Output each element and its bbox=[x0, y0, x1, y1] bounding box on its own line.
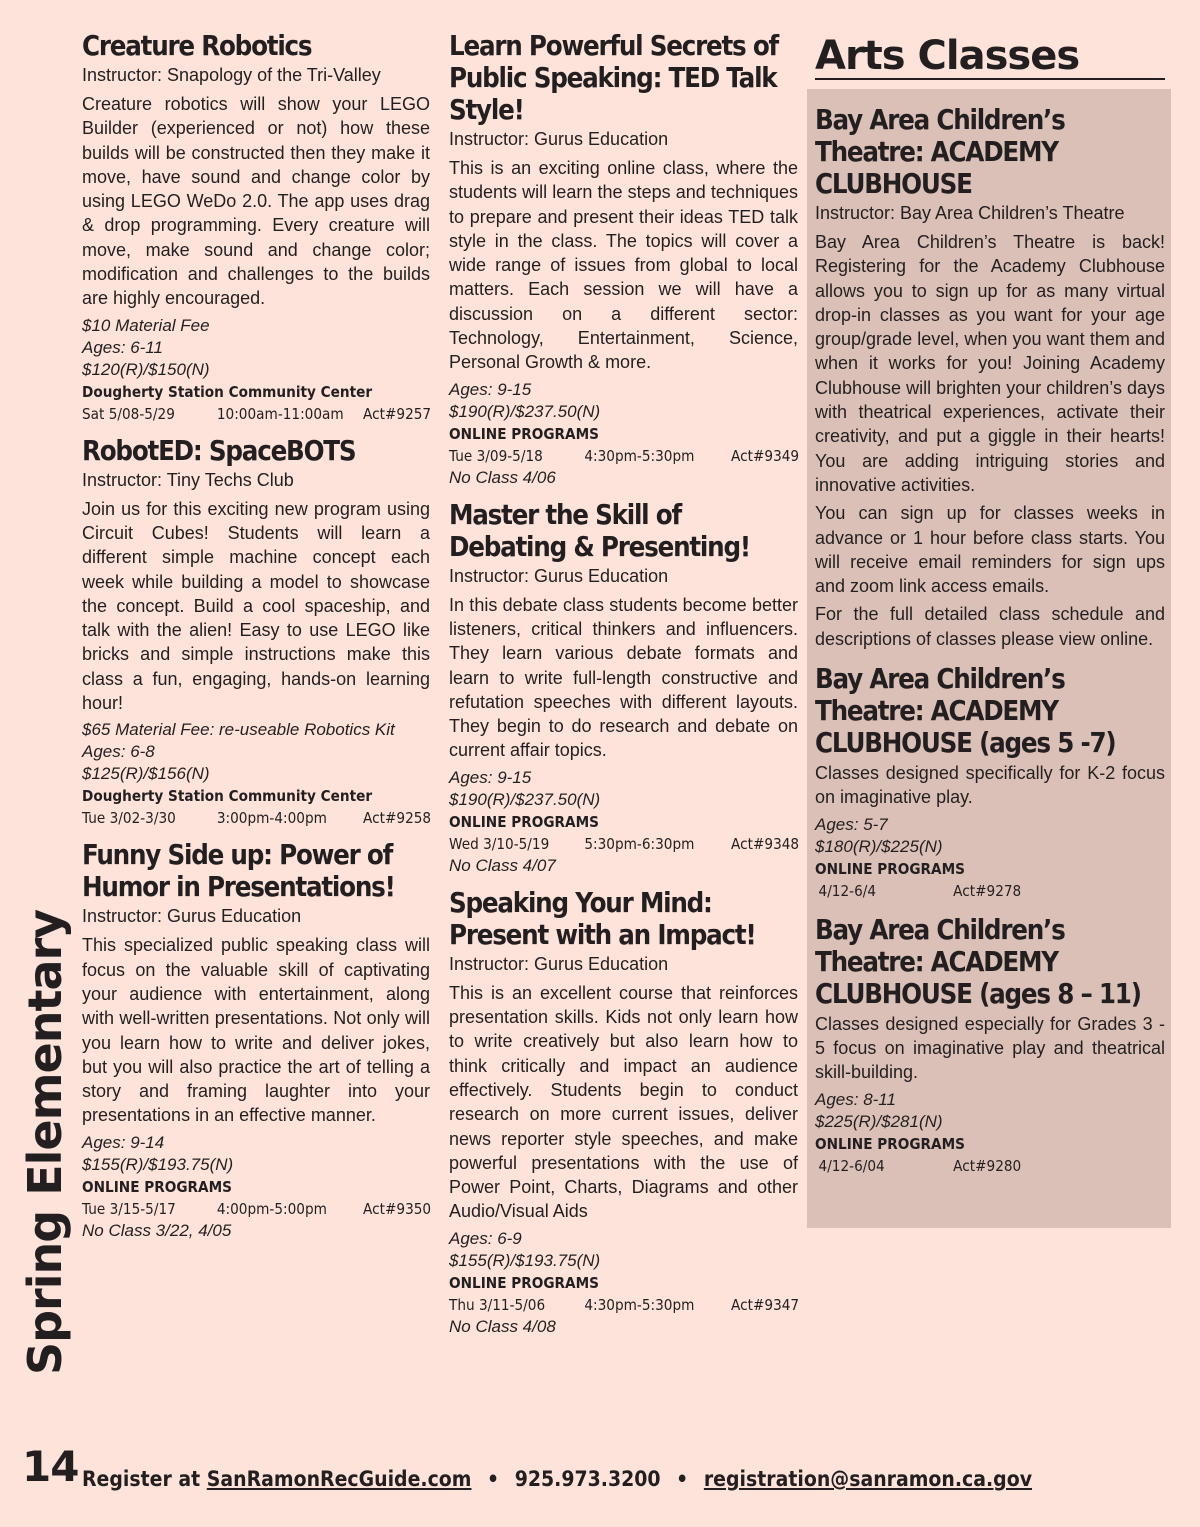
course-location: ONLINE PROGRAMS bbox=[815, 859, 966, 878]
course-title: Master the Skill of Debating & Presenting! bbox=[449, 497, 750, 563]
schedule-field: Wed 3/10-5/19 bbox=[449, 834, 550, 853]
course-note: No Class 3/22, 4/05 bbox=[82, 1220, 232, 1240]
course-detail: Ages: 9-14 bbox=[82, 1132, 165, 1152]
schedule-field: 4:30pm-5:30pm bbox=[584, 446, 695, 465]
course-detail: $225(R)/$281(N) bbox=[815, 1111, 943, 1131]
course-detail: Ages: 9-15 bbox=[449, 767, 532, 787]
footer-separator: • bbox=[487, 1467, 500, 1491]
course-location: Dougherty Station Community Center bbox=[82, 787, 373, 806]
course-title: Learn Powerful Secrets of Public Speaking: TED Talk Style! bbox=[449, 29, 779, 126]
course-detail: Ages: 6-9 bbox=[449, 1228, 522, 1248]
course-title: Funny Side up: Power of Humor in Presentations! bbox=[82, 838, 395, 904]
schedule-field: Tue 3/15-5/17 bbox=[82, 1199, 176, 1218]
course-schedule bbox=[449, 1294, 799, 1316]
course-detail: $120(R)/$150(N) bbox=[82, 359, 210, 379]
footer-register-text: Register at bbox=[82, 1467, 201, 1491]
course-schedule bbox=[815, 1155, 1166, 1177]
schedule-field: 5:30pm-6:30pm bbox=[584, 834, 695, 853]
course-detail: $125(R)/$156(N) bbox=[82, 764, 210, 784]
schedule-field: 10:00am-11:00am bbox=[216, 404, 344, 423]
schedule-field: 4/12-6/04 bbox=[818, 1156, 885, 1175]
schedule-field: Act#9257 bbox=[363, 404, 432, 423]
footer-phone: 925.973.3200 bbox=[514, 1467, 661, 1491]
course-listing bbox=[449, 499, 798, 877]
course-detail: $10 Material Fee bbox=[82, 315, 210, 335]
course-note: No Class 4/07 bbox=[449, 855, 556, 875]
course-detail: Ages: 5-7 bbox=[815, 814, 888, 834]
course-instructor: Instructor: Gurus Education bbox=[449, 129, 669, 149]
course-description: Classes designed specifically for K-2 focus on imaginative play. bbox=[815, 763, 1165, 808]
course-listing bbox=[82, 839, 430, 1241]
course-detail: $155(R)/$193.75(N) bbox=[82, 1154, 234, 1174]
course-detail: Ages: 6-8 bbox=[82, 742, 155, 762]
course-listing bbox=[815, 663, 1165, 902]
course-title: Bay Area Children’s Theatre: ACADEMY CLUBHOUSE bbox=[815, 103, 1065, 200]
course-instructor: Instructor: Snapology of the Tri-Valley bbox=[82, 65, 381, 85]
schedule-field: Thu 3/11-5/06 bbox=[449, 1295, 546, 1314]
course-title: Bay Area Children’s Theatre: ACADEMY CLUBHOUSE (ages 8 – 11) bbox=[815, 912, 1141, 1010]
schedule-field: Act#9349 bbox=[731, 446, 800, 465]
course-detail: $65 Material Fee: re-useable Robotics Kit bbox=[82, 720, 395, 740]
footer-website-link[interactable]: SanRamonRecGuide.com bbox=[206, 1467, 472, 1491]
course-schedule bbox=[82, 807, 431, 829]
course-detail: $155(R)/$193.75(N) bbox=[449, 1250, 601, 1270]
course-detail: Ages: 8-11 bbox=[815, 1089, 896, 1109]
schedule-field: Sat 5/08-5/29 bbox=[82, 404, 175, 423]
course-description: For the full detailed class schedule and descriptions of classes please view online. bbox=[815, 604, 1165, 649]
course-description: You can sign up for classes weeks in advance or 1 hour before class starts. You will receive email reminders for sign ups and zoom link access emails. bbox=[815, 503, 1165, 597]
course-location: ONLINE PROGRAMS bbox=[82, 1177, 233, 1196]
course-note: No Class 4/08 bbox=[449, 1316, 556, 1336]
schedule-field: Act#9280 bbox=[953, 1156, 1022, 1175]
course-note: No Class 4/06 bbox=[449, 467, 556, 487]
course-schedule bbox=[815, 880, 1166, 902]
course-detail: Ages: 6-11 bbox=[82, 337, 163, 357]
column-middle bbox=[449, 30, 798, 1348]
schedule-field: Tue 3/09-5/18 bbox=[449, 446, 543, 465]
course-detail: $190(R)/$237.50(N) bbox=[449, 789, 601, 809]
course-instructor: Instructor: Gurus Education bbox=[449, 565, 669, 586]
schedule-field: Tue 3/02-3/30 bbox=[82, 809, 176, 828]
course-schedule bbox=[449, 445, 799, 467]
course-instructor: Instructor: Gurus Education bbox=[82, 906, 302, 927]
schedule-field: Act#9278 bbox=[953, 881, 1022, 900]
footer-separator: • bbox=[676, 1467, 689, 1491]
footer-email-link[interactable]: registration@sanramon.ca.gov bbox=[703, 1467, 1033, 1491]
schedule-field: Act#9350 bbox=[363, 1199, 432, 1218]
course-listing bbox=[449, 30, 798, 489]
course-instructor: Instructor: Tiny Techs Club bbox=[82, 469, 294, 490]
schedule-field: 4:00pm-5:00pm bbox=[216, 1199, 327, 1218]
column-arts bbox=[815, 34, 1165, 1189]
schedule-field: Act#9258 bbox=[363, 809, 432, 828]
course-listing bbox=[815, 914, 1165, 1177]
schedule-field: 4:30pm-5:30pm bbox=[584, 1295, 695, 1314]
course-schedule bbox=[449, 833, 799, 855]
course-description: Creature robotics will show your LEGO Builder (experienced or not) how these builds will be constructed then they make it move, have sound and change color by using LEGO WeDo 2.0. The app uses drag & drop programming. Every creature will move, make sound and change color; modification and challenges to the builds are highly encouraged. bbox=[82, 94, 430, 309]
course-detail: Ages: 9-15 bbox=[449, 379, 532, 399]
footer bbox=[82, 1467, 1032, 1491]
course-listing bbox=[82, 30, 430, 425]
page-number: 14 bbox=[22, 1442, 79, 1491]
course-location: ONLINE PROGRAMS bbox=[449, 1273, 600, 1292]
schedule-field: 3:00pm-4:00pm bbox=[216, 809, 327, 828]
course-description: This specialized public speaking class will focus on the valuable skill of captivating your audience with entertainment, along with well-written presentations. Not only will you learn how to write and deliver jokes, but you will also practice the art of telling a story and framing laughter into your presentations in an effective manner. bbox=[82, 935, 430, 1126]
course-instructor: Instructor: Bay Area Children’s Theatre bbox=[815, 203, 1125, 223]
schedule-field: Act#9348 bbox=[731, 834, 800, 853]
course-detail: $180(R)/$225(N) bbox=[815, 836, 943, 856]
course-description: Join us for this exciting new program using Circuit Cubes! Students will learn a different simple machine concept each week while building a model to showcase the concept. Build a cool spaceship, and talk with the alien! Easy to use LEGO like bricks and simple instructions make this class a fun, engaging, hands-on learning hour! bbox=[82, 498, 430, 714]
course-description: This is an exciting online class, where the students will learn the steps and techniques to prepare and present their ideas TED talk style in the class. The topics will cover a wide range of issues from global to local matters. Each session we will have a discussion on a different sector: Technology, Entertainment, Science, Personal Growth & more. bbox=[449, 158, 798, 373]
schedule-field: 4/12-6/4 bbox=[818, 881, 877, 900]
course-title: RobotED: SpaceBOTS bbox=[82, 433, 356, 467]
column-left bbox=[82, 30, 430, 1252]
course-title: Creature Robotics bbox=[82, 29, 312, 62]
arts-classes-header: Arts Classes bbox=[815, 34, 1165, 80]
course-title: Speaking Your Mind: Present with an Impact! bbox=[449, 885, 756, 951]
course-listing bbox=[82, 435, 430, 830]
course-location: ONLINE PROGRAMS bbox=[449, 424, 600, 443]
course-instructor: Instructor: Gurus Education bbox=[449, 953, 669, 974]
course-description: In this debate class students become better listeners, critical thinkers and influencers. They learn various debate formats and learn to write full-length constructive and refutation speeches with different layouts. They begin to do research and debate on current affair topics. bbox=[449, 594, 798, 761]
course-description: Classes designed especially for Grades 3 - 5 focus on imaginative play and theatrical skill-building. bbox=[815, 1013, 1165, 1083]
course-description: This is an excellent course that reinforces presentation skills. Kids not only learn how to write creatively but also learn how to think critically and impact an audience effectively. Students begin to conduct research on more current issues, deliver news reporter style speeches, and make powerful presentations with the use of Power Point, Charts, Diagrams and other Audio/Visual Aids bbox=[449, 982, 798, 1222]
course-detail: $190(R)/$237.50(N) bbox=[449, 401, 601, 421]
section-side-label: Spring Elementary bbox=[18, 909, 72, 1375]
course-listing bbox=[449, 887, 798, 1338]
course-schedule bbox=[82, 1198, 431, 1220]
arts-course-list bbox=[815, 104, 1165, 1177]
course-description: Bay Area Children’s Theatre is back! Registering for the Academy Clubhouse allows you to sign up for as many virtual drop-in classes as you want for your age group/grade level, when you want them and when it works for you! Joining Academy Clubhouse will brighten your children’s days with theatrical experiences, activate their creativity, and put a giggle in their hearts! You are adding intriguing stories and innovative activities. bbox=[815, 232, 1165, 495]
course-location: Dougherty Station Community Center bbox=[82, 382, 373, 401]
course-schedule bbox=[82, 403, 431, 425]
course-location: ONLINE PROGRAMS bbox=[449, 812, 600, 831]
schedule-field: Act#9347 bbox=[731, 1295, 800, 1314]
course-title: Bay Area Children’s Theatre: ACADEMY CLUBHOUSE (ages 5 -7) bbox=[815, 662, 1116, 760]
course-location: ONLINE PROGRAMS bbox=[815, 1134, 966, 1153]
course-listing bbox=[815, 104, 1165, 651]
